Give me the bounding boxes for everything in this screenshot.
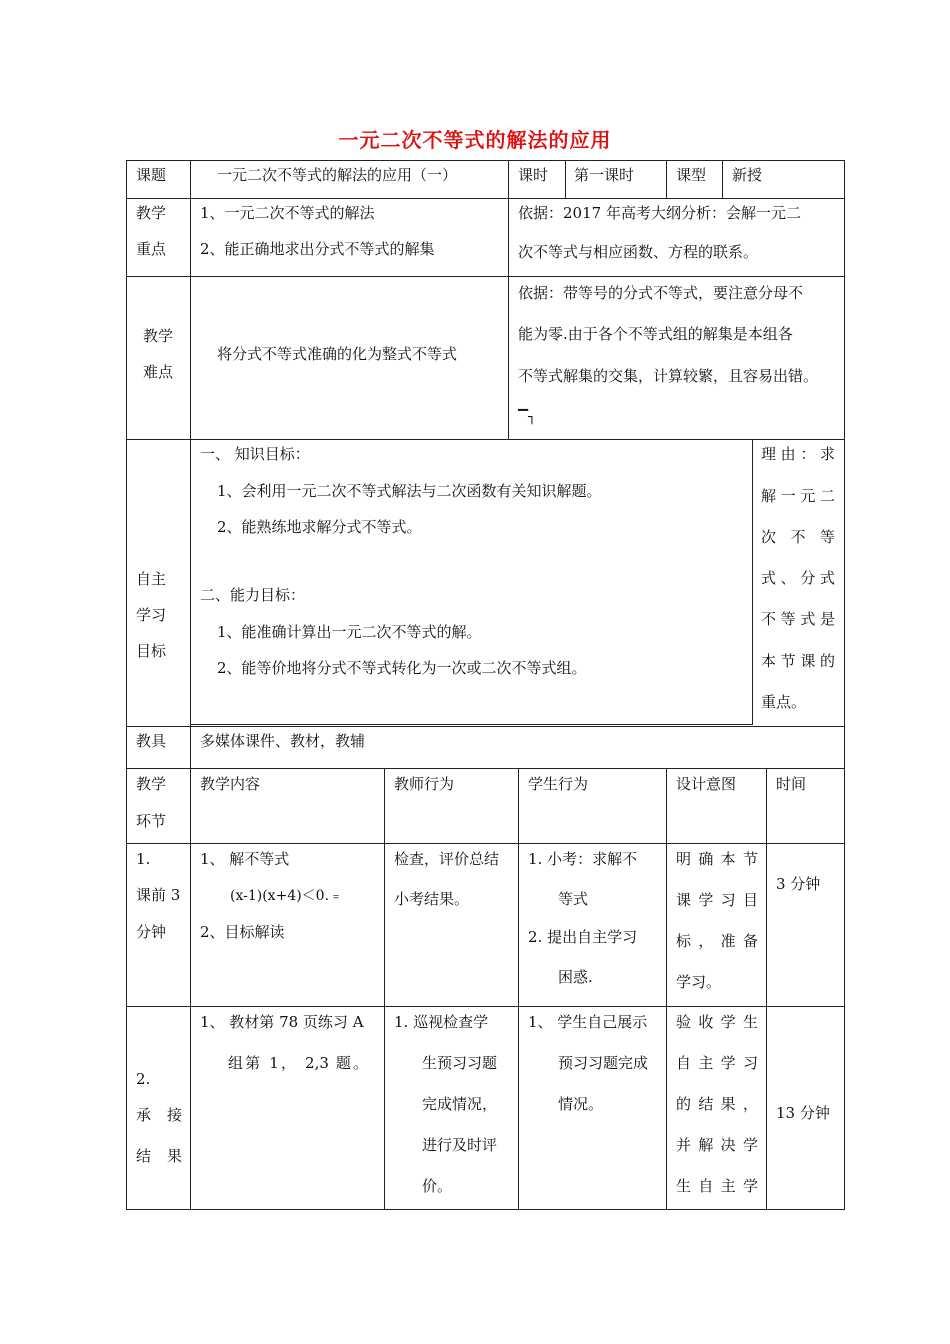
row-divider	[126, 843, 844, 844]
stage1-label: 1.	[136, 850, 151, 868]
stage1-design: 课学习目	[676, 891, 758, 909]
stage2-design: 验收学生	[676, 1013, 758, 1031]
keshi-label: 课时	[518, 166, 549, 184]
header-sheji: 设计意图	[676, 775, 737, 793]
zhongdian-label-1: 教学	[136, 204, 167, 222]
keti-label: 课题	[136, 166, 167, 184]
stage2-design: 的结果，	[676, 1095, 758, 1113]
ability-item: 1、能准确计算出一元二次不等式的解。	[217, 623, 482, 641]
kexing-label: 课型	[676, 166, 707, 184]
stage1-student: 困惑.	[558, 968, 593, 986]
keshi-value: 第一课时	[574, 166, 635, 184]
nandian-basis: 不等式解集的交集，计算较繁，且容易出错。	[518, 367, 819, 385]
header-huanjie: 教学	[136, 775, 167, 793]
stage1-label: 课前 3	[136, 886, 181, 904]
row-divider	[126, 439, 844, 440]
stage2-teacher: 完成情况，	[422, 1095, 498, 1113]
stage2-teacher: 进行及时评	[422, 1136, 498, 1154]
zhongdian-item: 1、一元二次不等式的解法	[200, 204, 375, 222]
row-divider	[126, 768, 844, 769]
mubiao-reason: 次 不 等	[761, 528, 835, 546]
mubiao-reason: 重点。	[761, 693, 807, 711]
zhongdian-basis: 依据：2017 年高考大纲分析：会解一元二	[518, 204, 801, 222]
nandian-content: 将分式不等式准确的化为整式不等式	[217, 345, 458, 363]
stage1-student: 2. 提出自主学习	[528, 928, 638, 946]
zhongdian-label-2: 重点	[136, 240, 167, 258]
stage1-content: 2、目标解读	[200, 923, 285, 941]
nandian-basis: 能为零.由于各个不等式组的解集是本组各	[518, 325, 793, 343]
stage2-label: 2.	[136, 1070, 151, 1088]
header-jiaoshi: 教师行为	[394, 775, 455, 793]
column-divider	[508, 276, 509, 440]
column-divider	[666, 768, 667, 1210]
stage1-design: 明确本节	[676, 850, 758, 868]
stage2-design: 并解决学	[676, 1136, 758, 1154]
stage2-design: 生自主学	[676, 1177, 758, 1195]
header-huanjie: 环节	[136, 812, 167, 830]
stage2-student: 情况。	[558, 1095, 604, 1113]
row-divider	[126, 160, 844, 161]
stage2-student: 1、 学生自己展示	[528, 1013, 648, 1031]
header-neirong: 教学内容	[200, 775, 261, 793]
knowledge-heading: 一、 知识目标：	[200, 445, 310, 463]
mubiao-reason: 不等式是	[761, 610, 835, 628]
knowledge-item: 1、会利用一元二次不等式解法与二次函数有关知识解题。	[217, 482, 602, 500]
stage1-teacher: 检查，评价总结	[394, 850, 500, 868]
row-divider	[126, 276, 844, 277]
jiaoju-label: 教具	[136, 732, 167, 750]
stage1-design: 标，准备	[676, 932, 758, 950]
row-divider	[126, 726, 844, 727]
kexing-value: 新授	[732, 166, 763, 184]
column-divider	[565, 160, 566, 198]
column-divider	[752, 439, 753, 725]
mubiao-reason: 本节课的	[761, 652, 835, 670]
stage1-label: 分钟	[136, 923, 167, 941]
stage2-content: 1、 教材第 78 页练习 A	[200, 1013, 364, 1031]
column-divider	[384, 768, 385, 1210]
mubiao-label: 自主	[136, 570, 167, 588]
stage2-label: 结 果	[136, 1147, 182, 1165]
stage2-design: 自主学习	[676, 1054, 758, 1072]
ability-item: 2、能等价地将分式不等式转化为一次或二次不等式组。	[217, 659, 587, 677]
column-divider	[190, 160, 191, 1210]
column-divider	[666, 160, 667, 198]
knowledge-item: 2、能熟练地求解分式不等式。	[217, 518, 422, 536]
row-divider	[126, 1006, 844, 1007]
stage1-content: 1、 解不等式	[200, 850, 290, 868]
mubiao-label: 目标	[136, 642, 167, 660]
mubiao-label: 学习	[136, 606, 167, 624]
nandian-basis: 依据：带等号的分式不等式，要注意分母不	[518, 284, 804, 302]
header-xuesheng: 学生行为	[528, 775, 589, 793]
nandian-label-1: 教学	[143, 327, 174, 345]
row-divider	[126, 1209, 844, 1210]
stage1-student: 等式	[558, 890, 589, 908]
header-shijian: 时间	[776, 775, 807, 793]
column-divider	[722, 160, 723, 198]
jiaoju-value: 多媒体课件、教材，教辅	[200, 732, 366, 750]
column-divider	[126, 160, 127, 1210]
column-divider	[844, 160, 845, 1210]
stage2-content: 组第 1， 2,3 题。	[228, 1054, 368, 1072]
keti-value: 一元二次不等式的解法的应用（一）	[217, 166, 458, 184]
mubiao-reason: 理由：求	[761, 445, 835, 463]
nandian-label-2: 难点	[143, 363, 174, 381]
stage2-label: 承 接	[136, 1106, 182, 1124]
ability-heading: 二、能力目标：	[200, 586, 306, 604]
column-divider	[508, 160, 509, 277]
row-divider	[190, 724, 753, 725]
stage1-content: (x-1)(x+4)＜0.﹦	[230, 888, 344, 904]
stage2-teacher: 1. 巡视检查学	[394, 1013, 489, 1031]
row-divider	[126, 198, 844, 199]
column-divider	[766, 768, 767, 1210]
stage2-teacher: 价。	[422, 1177, 453, 1195]
stage2-student: 预习习题完成	[558, 1054, 649, 1072]
column-divider	[518, 768, 519, 1210]
zhongdian-item: 2、能正确地求出分式不等式的解集	[200, 240, 435, 258]
document-title: 一元二次不等式的解法的应用	[338, 128, 612, 152]
nandian-mark: ▔┐	[518, 410, 536, 425]
stage2-time: 13 分钟	[776, 1104, 830, 1122]
stage1-student: 1. 小考：求解不	[528, 850, 638, 868]
zhongdian-basis: 次不等式与相应函数、方程的联系。	[518, 243, 759, 261]
stage2-teacher: 生预习习题	[422, 1054, 498, 1072]
mubiao-reason: 式、分式	[761, 569, 835, 587]
stage1-teacher: 小考结果。	[394, 890, 470, 908]
mubiao-reason: 解一元二	[761, 487, 835, 505]
stage1-design: 学习。	[676, 973, 722, 991]
stage1-time: 3 分钟	[776, 875, 821, 893]
